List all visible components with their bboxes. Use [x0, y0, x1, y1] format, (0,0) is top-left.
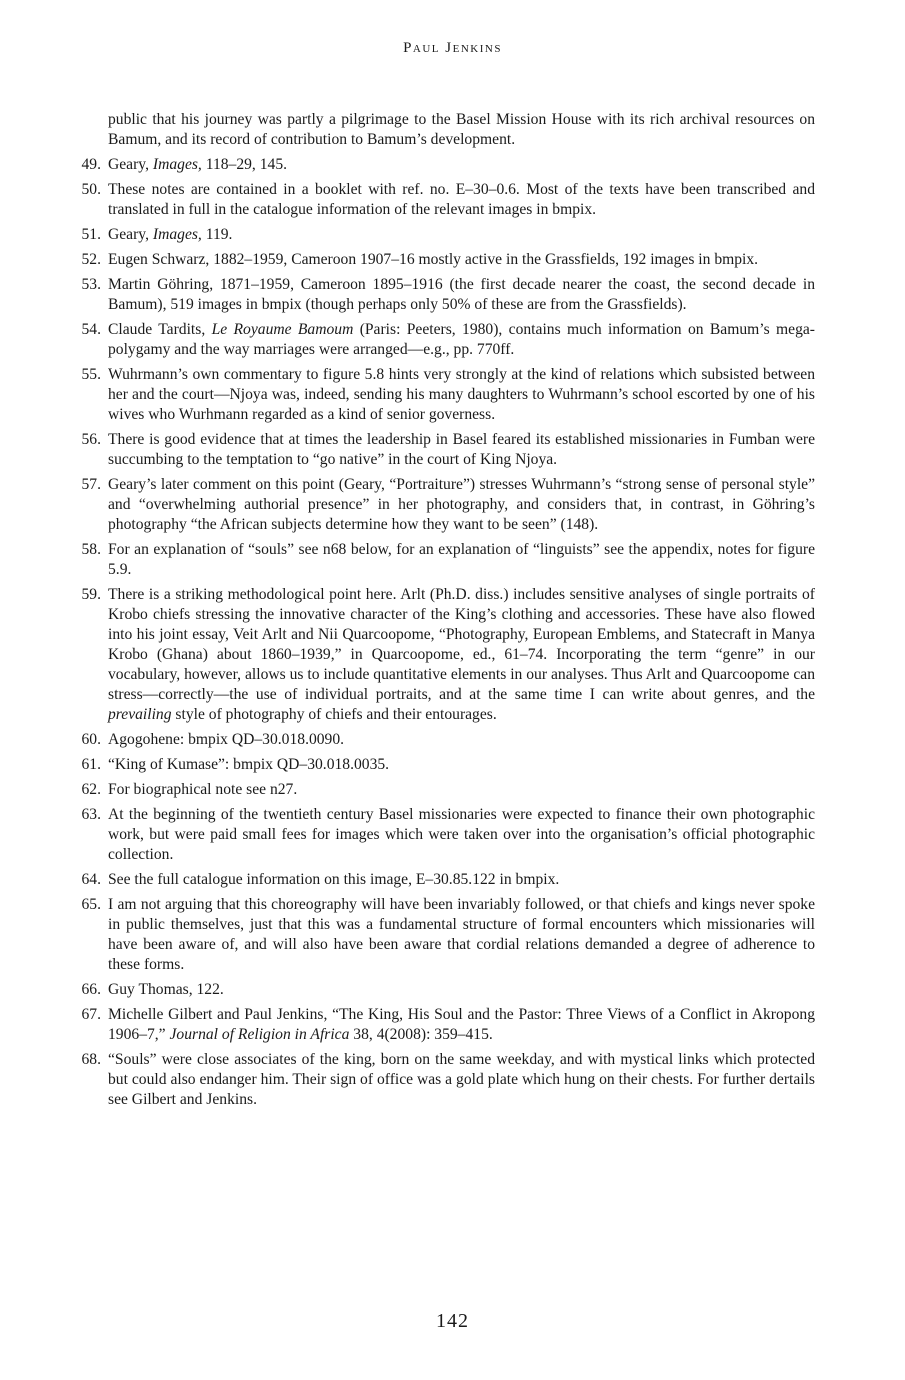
italic-title: prevailing: [108, 706, 172, 723]
endnote-text: [108, 251, 758, 268]
endnote-number: 65 .: [75, 895, 101, 915]
text-run: Agogohene: bmpix QD–30.018.0090.: [108, 731, 345, 748]
endnote-number: 56 .: [75, 430, 101, 450]
endnote-number: 59 .: [75, 585, 101, 605]
endnote-number: 55 .: [75, 365, 101, 385]
endnote-text: [108, 226, 232, 243]
text-run: 119.: [201, 226, 233, 243]
endnote: [75, 155, 815, 175]
endnote-number: 57 .: [75, 475, 101, 495]
text-run: See the full catalogue information on this image, E–30.85.122 in bmpix.: [108, 871, 560, 888]
endnote-number: 61 .: [75, 755, 101, 775]
text-run: These notes are contained in a booklet with ref. no. E–30–0.6. Most of the texts have been transcribed and translated in full in the catalogue information of the relevant images in bmpix.: [108, 181, 815, 218]
endnote: [75, 540, 815, 580]
endnote-text: [108, 586, 815, 723]
endnote: [75, 365, 815, 425]
italic-title: Images,: [152, 156, 202, 173]
italic-title: Le Royaume Bamoum: [211, 321, 354, 338]
text-run: “King of Kumase”: bmpix QD–30.018.0035.: [108, 756, 390, 773]
endnotes-list: [75, 110, 815, 1115]
text-run: For an explanation of “souls” see n68 below, for an explanation of “linguists” see the appendix, notes for figure 5.9.: [108, 541, 815, 578]
endnote: [75, 730, 815, 750]
endnote-number: 68 .: [75, 1050, 101, 1070]
text-run: Martin Göhring, 1871–1959, Cameroon 1895–1916 (the first decade nearer the coast, the second decade in Bamum), 519 images in bmpix (though perhaps only 50% of these are from the Grassfields).: [108, 276, 815, 313]
endnote: [75, 895, 815, 975]
endnote-text: [108, 156, 287, 173]
endnote-number: 53 .: [75, 275, 101, 295]
text-run: There is good evidence that at times the leadership in Basel feared its established missionaries in Fumban were succumbing to the temptation to “go native” in the court of King Njoya.: [108, 431, 815, 468]
endnote-text: [108, 276, 815, 313]
text-run: “Souls” were close associates of the king, born on the same weekday, and with mystical links which protected but could also endanger him. Their sign of office was a gold plate which hung on their chests. For further dertails see Gilbert and Jenkins.: [108, 1051, 815, 1108]
endnote: [75, 1050, 815, 1110]
text-run: Claude Tardits,: [108, 321, 212, 338]
text-run: Geary,: [108, 156, 153, 173]
endnote-text: [108, 181, 815, 218]
endnote-text: [108, 731, 344, 748]
endnote: [75, 475, 815, 535]
text-run: Guy Thomas, 122.: [108, 981, 224, 998]
endnote: [75, 755, 815, 775]
endnote-text: [108, 111, 815, 148]
text-run: There is a striking methodological point here. Arlt (Ph.D. diss.) includes sensitive analyses of single portraits of Krobo chiefs stressing the innovative character of the King’s clothing and accessories. These have also flowed into his joint essay, Veit Arlt and Nii Quarcoopome, “Photography, European Emblems, and Statecraft in Manya Krobo (Ghana) about 1860–1939,” in Quarcoopome, ed., 61–74. Incorporating the term “genre” in our vocabulary, however, allows us to include quantitative elements in our analyses. Thus Arlt and Quarcoopome can stress—correctly—the use of individual portraits, and at the same time I can write about genres, and the: [108, 586, 815, 703]
endnote-number: 54 .: [75, 320, 101, 340]
endnote-number: 50 .: [75, 180, 101, 200]
endnote-text: [108, 1006, 815, 1043]
text-run: Geary,: [108, 226, 153, 243]
endnote-text: [108, 321, 815, 358]
endnote-number: 51 .: [75, 225, 101, 245]
endnote-text: [108, 431, 815, 468]
endnote: [75, 225, 815, 245]
endnote: [75, 980, 815, 1000]
page-number: 142: [436, 1310, 469, 1332]
endnote: [75, 110, 815, 150]
endnote-text: [108, 541, 815, 578]
italic-title: Images,: [152, 226, 202, 243]
endnote-number: 49 .: [75, 155, 101, 175]
endnote-number: 52 .: [75, 250, 101, 270]
text-run: 118–29, 145.: [201, 156, 288, 173]
text-run: public that his journey was partly a pilgrimage to the Basel Mission House with its rich archival resources on Bamum, and its record of contribution to Bamum’s development.: [108, 111, 815, 148]
endnote: [75, 1005, 815, 1045]
endnote-text: [108, 781, 297, 798]
endnote-number: 58 .: [75, 540, 101, 560]
endnote: [75, 275, 815, 315]
endnote: [75, 250, 815, 270]
endnote-text: [108, 896, 815, 973]
endnote: [75, 780, 815, 800]
text-run: Michelle Gilbert and Paul Jenkins, “The King, His Soul and the Pastor: Three Views of a Conflict in Akropong 1906–7,”: [108, 1006, 815, 1043]
endnote: [75, 585, 815, 725]
running-head: Paul Jenkins: [403, 40, 502, 56]
endnote-text: [108, 366, 815, 423]
endnote-number: 63 .: [75, 805, 101, 825]
text-run: Wuhrmann’s own commentary to figure 5.8 hints very strongly at the kind of relations which subsisted between her and the court—Njoya was, indeed, sending his many daughters to Wuhrmann’s school escorted by one of his wives who Wurhmann regarded as a kind of senior governess.: [108, 366, 815, 423]
endnote-text: [108, 871, 559, 888]
italic-title: Journal of Religion in Africa: [169, 1026, 350, 1043]
text-run: 38, 4(2008): 359–415.: [349, 1026, 493, 1043]
text-run: I am not arguing that this choreography will have been invariably followed, or that chiefs and kings never spoke in public themselves, just that this was a fundamental structure of formal encounters which missionaries will have been aware of, and will also have been aware that cordial relations demanded a degree of adherence to these forms.: [108, 896, 815, 973]
endnote-text: [108, 806, 815, 863]
endnote-number: 64 .: [75, 870, 101, 890]
text-run: For biographical note see n27.: [108, 781, 298, 798]
endnote-text: [108, 981, 224, 998]
endnote-text: [108, 1051, 815, 1108]
text-run: Geary’s later comment on this point (Geary, “Portraiture”) stresses Wuhrmann’s “strong sense of personal style” and “overwhelming authorial presence” in her photography, and considers that, in contrast, in Göhring’s photography “the African subjects determine how they want to be seen” (148).: [108, 476, 815, 533]
endnote-text: [108, 756, 389, 773]
endnote: [75, 430, 815, 470]
endnote-number: 67 .: [75, 1005, 101, 1025]
endnote: [75, 180, 815, 220]
text-run: At the beginning of the twentieth century Basel missionaries were expected to finance their own photographic work, but were paid small fees for images which were taken over into the organisation’s official photographic collection.: [108, 806, 815, 863]
endnote-number: 62 .: [75, 780, 101, 800]
text-run: (Paris: Peeters, 1980), contains much information on Bamum’s mega-polygamy and the way marriages were arranged—e.g., pp. 770ff.: [108, 321, 815, 358]
text-run: Eugen Schwarz, 1882–1959, Cameroon 1907–16 mostly active in the Grassfields, 192 images in bmpix.: [108, 251, 759, 268]
text-run: style of photography of chiefs and their entourages.: [171, 706, 497, 723]
endnote-number: 66 .: [75, 980, 101, 1000]
endnote: [75, 805, 815, 865]
endnote: [75, 870, 815, 890]
endnote-number: 60 .: [75, 730, 101, 750]
endnote-text: [108, 476, 815, 533]
endnote: [75, 320, 815, 360]
